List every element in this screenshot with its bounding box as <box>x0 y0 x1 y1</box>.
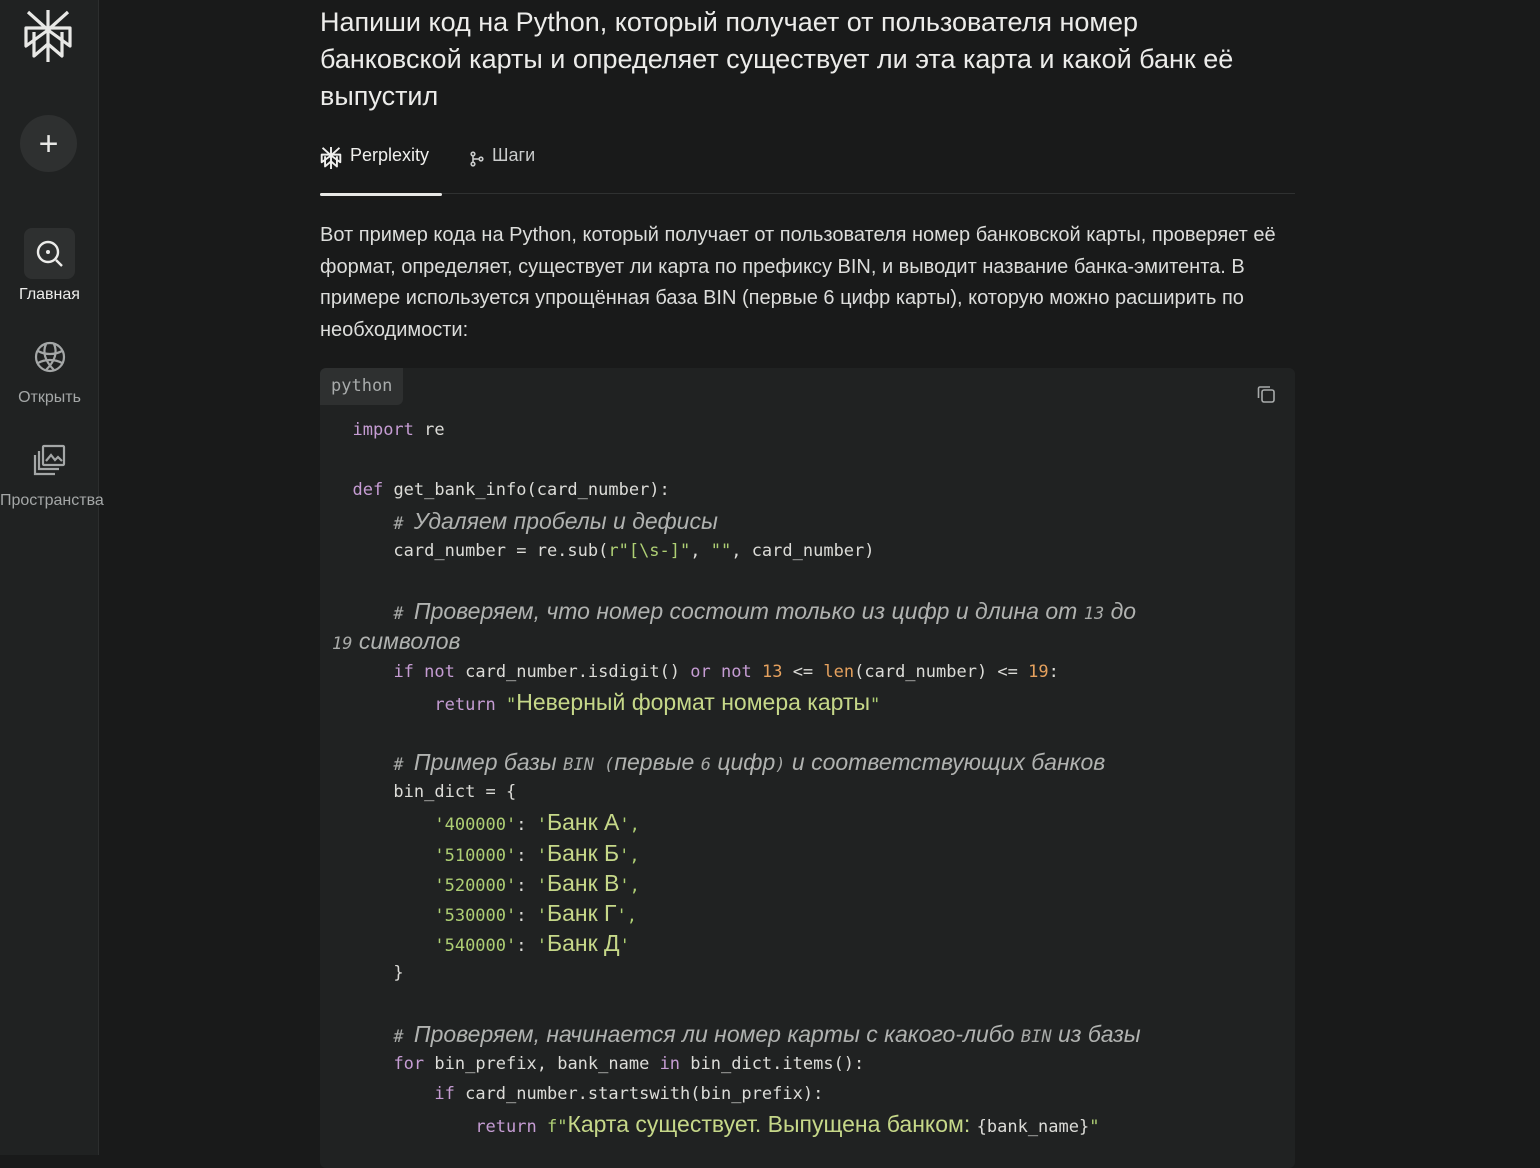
code-line: if card_number.startswith(bin_prefix): <box>434 1084 824 1105</box>
tab-label: Шаги <box>492 145 536 165</box>
copy-icon <box>1256 384 1276 404</box>
perplexity-logo-icon <box>320 146 342 170</box>
sidebar-item-discover[interactable] <box>0 331 99 407</box>
search-circle-icon <box>35 239 65 269</box>
tab-perplexity[interactable] <box>320 140 429 194</box>
code-line: if not card_number.isdigit() or not 13 <= len(card_number) <= 19: <box>393 661 1059 682</box>
code-line: # Удаляем пробелы и дефисы <box>352 507 718 534</box>
code-line: def get_bank_info(card_number): <box>352 480 670 501</box>
code-line: return f"Карта существует. Выпущена банком: {bank_name}" <box>475 1111 1100 1138</box>
code-line: # Проверяем, начинается ли номер карты с какого-либо BIN из базы <box>352 1020 1141 1047</box>
tab-label: Perplexity <box>350 145 430 165</box>
code-line-blank <box>332 566 1282 596</box>
sidebar-item-label: Пространства <box>0 492 104 509</box>
code-line: '540000': 'Банк Д' <box>434 930 630 957</box>
code-line: card_number = re.sub(r"[\s-]", "", card_number) <box>352 540 875 561</box>
copy-code-button[interactable] <box>1256 384 1278 406</box>
code-line: import re <box>352 420 445 440</box>
code-line: # Пример базы BIN (первые 6 цифр) и соответствующих банков <box>352 749 1106 776</box>
new-thread-button[interactable] <box>20 115 77 172</box>
code-line: '510000': 'Банк Б', <box>434 839 640 866</box>
tab-steps[interactable] <box>470 140 535 194</box>
active-tab-indicator <box>320 193 442 196</box>
user-question: Напиши код на Python, который получает от пользователя номер банковской карты и определяет существует ли эта карта и какой банк её выпустил <box>320 7 1234 111</box>
sidebar-item-label: Главная <box>19 286 80 303</box>
code-line: } <box>352 963 404 984</box>
code-language-label: python <box>320 368 403 405</box>
sidebar <box>0 0 104 1155</box>
code-content <box>332 415 1282 1140</box>
spaces-stack-icon <box>33 443 67 477</box>
sidebar-item-spaces[interactable] <box>0 434 104 510</box>
sidebar-item-home[interactable] <box>0 228 99 304</box>
code-line: # Проверяем, что номер состоит только из цифр и длина от 13 до <box>352 598 1137 625</box>
code-line-blank <box>332 717 1282 747</box>
answer-text: Вот пример кода на Python, который получает от пользователя номер банковской карты, проверяет её формат, определяет, существует ли карта по префиксу BIN, и выводит название банка-эмитента. В примере используется упрощённая база BIN (первые 6 цифр карты), которую можно расширить по необходимости: <box>320 224 1276 341</box>
code-block <box>320 368 1295 1168</box>
sidebar-item-label: Открыть <box>18 389 81 406</box>
perplexity-logo-icon[interactable] <box>22 8 74 64</box>
answer-tabs <box>320 140 1295 194</box>
code-line-blank <box>332 445 1282 475</box>
globe-icon <box>33 340 67 374</box>
code-line: '520000': 'Банк В', <box>434 869 640 896</box>
code-line: 19 символов <box>332 628 461 655</box>
code-line: for bin_prefix, bank_name in bin_dict.items(): <box>393 1053 865 1074</box>
branch-icon <box>470 151 484 167</box>
code-line: '530000': 'Банк Г', <box>434 900 637 926</box>
code-line-blank <box>332 989 1282 1019</box>
code-line: bin_dict = { <box>352 782 517 803</box>
code-line: '400000': 'Банк А', <box>434 809 640 836</box>
code-line: return "Неверный формат номера карты" <box>434 688 881 715</box>
plus-icon: + <box>38 124 59 163</box>
